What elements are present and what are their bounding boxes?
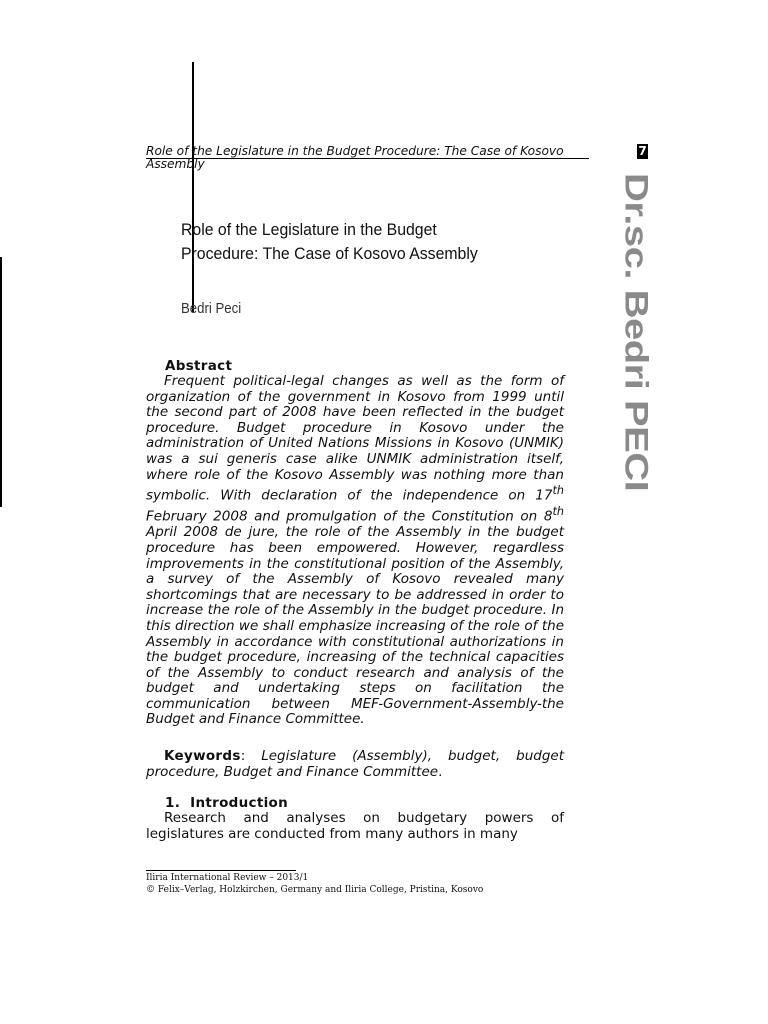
footnote-line2: © Felix–Verlag, Holzkirchen, Germany and Iliria College, Pristina, Kosovo: [146, 885, 484, 895]
abstract-superscript-2: th: [552, 505, 564, 519]
section-number: 1.: [165, 795, 181, 811]
running-header-line1: Role of the Legislature in the Budget Procedure: The Case of Kosovo: [146, 144, 564, 158]
abstract-body: [146, 374, 564, 728]
article-author: Bedri Peci: [181, 300, 242, 317]
article-title-line1: Role of the Legislature in the Budget: [181, 220, 437, 239]
keywords-label: Keywords: [164, 748, 241, 764]
abstract-superscript-1: th: [552, 484, 564, 498]
page-number: 7: [638, 144, 647, 158]
running-header: [146, 144, 589, 171]
keywords-separator: :: [240, 748, 262, 764]
running-header-line2: Assembly: [146, 157, 205, 171]
footnote-rule: [146, 870, 296, 871]
introduction-heading: [165, 795, 288, 811]
keywords-end: .: [438, 764, 443, 780]
introduction-body: Research and analyses on budgetary powers of legislatures are conducted from many authors in many: [146, 810, 564, 842]
abstract-text-part3: April 2008 de jure, the role of the Assembly in the budget procedure has been empowered. However, regardless improvements in the constitutional position of the Assembly, a survey of the Assembly of Kosovo revealed many shortcomings that are necessary to be addressed in order to increase the role of the Assembly in the budget procedure. In this direction we shall emphasize increasing of the role of the Assembly in accordance with constitutional authorizations in the budget procedure, increasing of the technical capacities of the Assembly to conduct research and analysis of the budget and undertaking steps on facilitation the communication between MEF-Government-Assembly-the Budget and Finance Committee.: [146, 524, 564, 728]
vertical-rule: [192, 62, 194, 312]
article-title-line2: Procedure: The Case of Kosovo Assembly: [181, 244, 478, 263]
section-title: Introduction: [190, 795, 288, 811]
footnote: [146, 872, 566, 896]
keywords-paragraph: [146, 748, 564, 780]
article-title: [181, 218, 544, 266]
abstract-heading: Abstract: [165, 358, 233, 374]
footnote-line1: Iliria International Review – 2013/1: [146, 873, 309, 883]
keywords-text: Legislature (Assembly), budget, budget procedure, Budget and Finance Committee: [146, 748, 564, 780]
side-author-name: Dr.sc. Bedri PECI: [618, 173, 654, 492]
abstract-text-part1: Frequent political-legal changes as well as the form of organization of the government in Kosovo from 1999 until the second part of 2008 have been reflected in the budget procedure. Budget procedure in Kosovo under the administration of United Nations Missions in Kosovo (UNMIK) was a sui generis case alike UNMIK administration itself, where role of the Kosovo Assembly was nothing more than symbolic. With declaration of the independence on 17: [146, 373, 564, 504]
left-edge-rule: [0, 257, 2, 507]
abstract-text-part2: February 2008 and promulgation of the Constitution on 8: [146, 508, 553, 525]
